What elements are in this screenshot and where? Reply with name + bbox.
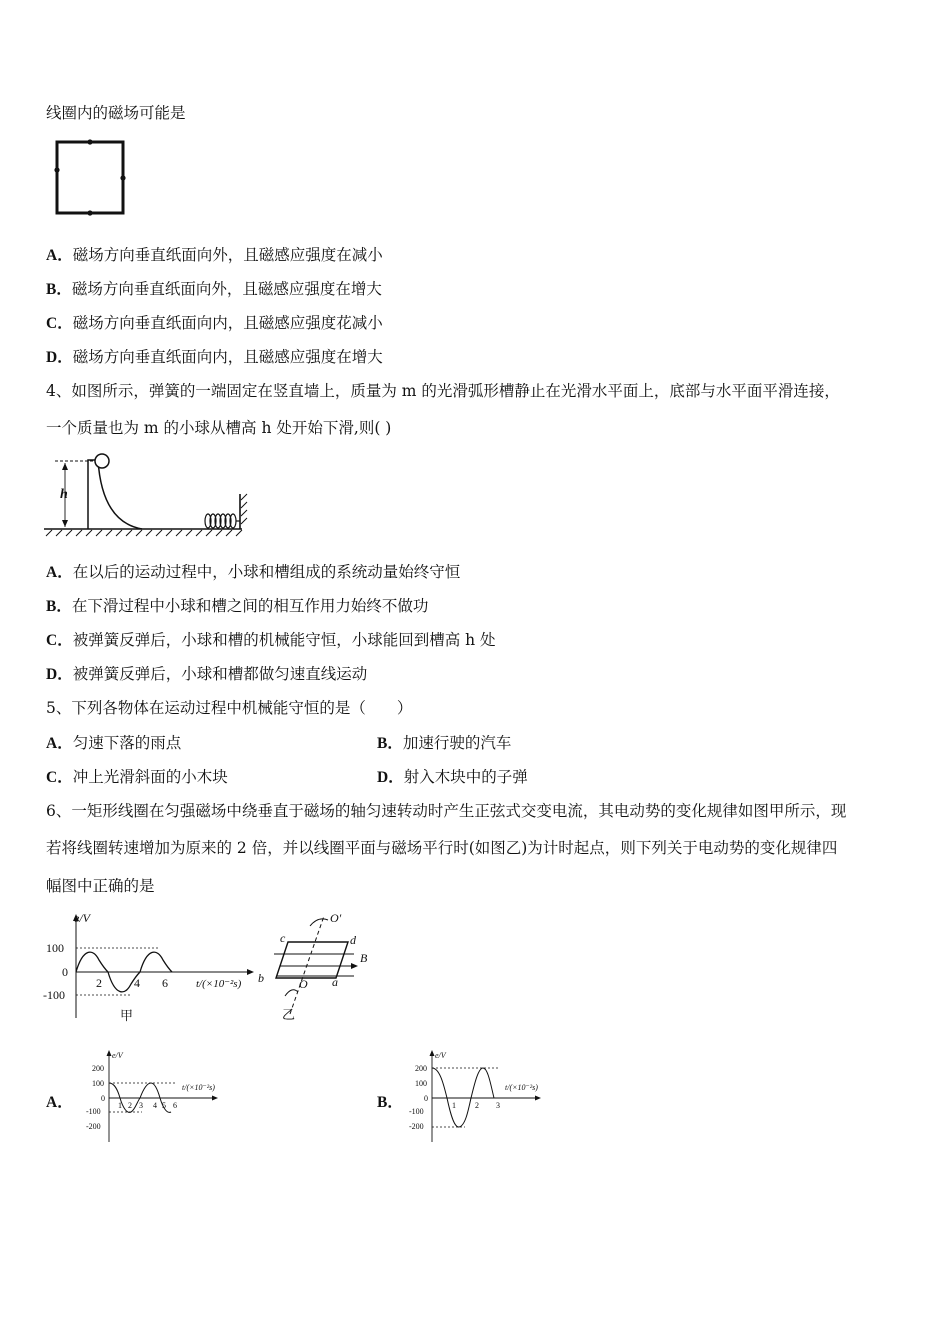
coil-label-c: c bbox=[280, 931, 286, 945]
q6-option-b-letter: B． bbox=[377, 1094, 403, 1111]
b-x-tick-1: 1 bbox=[452, 1101, 456, 1110]
coil-parallelogram bbox=[276, 942, 348, 978]
jia-y-tick-neg100: -100 bbox=[43, 988, 65, 1002]
h-label: h bbox=[60, 487, 68, 502]
q5-option-d: D．射入木块中的子弹 bbox=[377, 768, 528, 786]
a-y-tick-0: 0 bbox=[101, 1094, 105, 1103]
jia-y-tick-0: 0 bbox=[62, 965, 68, 979]
intro-line: 线圈内的磁场可能是 bbox=[46, 104, 186, 122]
coil-label-b: b bbox=[258, 971, 264, 985]
jia-y-label: e/V bbox=[74, 911, 90, 925]
a-x-tick-1: 1 bbox=[118, 1101, 122, 1110]
a-y-tick-200: 200 bbox=[92, 1064, 104, 1073]
fig-yi-coil bbox=[252, 906, 372, 1026]
a-y-tick-100: 100 bbox=[92, 1079, 104, 1088]
q6-stem-line3: 幅图中正确的是 bbox=[46, 877, 155, 895]
b-x-label: t/(×10⁻²s) bbox=[505, 1083, 538, 1092]
field-label-b: B bbox=[360, 951, 368, 965]
b-y-tick-200: 200 bbox=[415, 1064, 427, 1073]
option-b-graph bbox=[405, 1046, 555, 1146]
b-x-tick-3: 3 bbox=[496, 1101, 500, 1110]
coil-square bbox=[57, 142, 123, 213]
q3-option-d: D．磁场方向垂直纸面向内，且磁感应强度在增大 bbox=[46, 348, 383, 366]
q4-stem-line1: 4、如图所示，弹簧的一端固定在竖直墙上，质量为 m 的光滑弧形槽静止在光滑水平面上，底部与水平面平滑连接， bbox=[46, 382, 840, 400]
a-y-tick-neg100: -100 bbox=[86, 1107, 101, 1116]
jia-x-tick-4: 4 bbox=[134, 976, 140, 990]
a-x-tick-2: 2 bbox=[128, 1101, 132, 1110]
fig-jia-graph bbox=[40, 908, 260, 1026]
b-y-tick-0: 0 bbox=[424, 1094, 428, 1103]
b-y-tick-100: 100 bbox=[415, 1079, 427, 1088]
b-x-tick-2: 2 bbox=[475, 1101, 479, 1110]
axis-label-o: O bbox=[299, 977, 308, 991]
q5-option-b: B．加速行驶的汽车 bbox=[377, 734, 512, 752]
q3-option-a: A．磁场方向垂直纸面向外，且磁感应强度在减小 bbox=[46, 246, 383, 264]
q6-stem-line2: 若将线圈转速增加为原来的 2 倍，并以线圈平面与磁场平行时(如图乙)为计时起点，则下列关于电动势的变化规律四 bbox=[46, 839, 838, 857]
rotation-axis bbox=[290, 916, 324, 1014]
a-x-tick-4: 4 bbox=[153, 1101, 157, 1110]
spring bbox=[205, 514, 240, 528]
a-x-tick-6: 6 bbox=[173, 1101, 177, 1110]
axis-label-o-prime: O′ bbox=[330, 911, 342, 925]
q4-option-b: B．在下滑过程中小球和槽之间的相互作用力始终不做功 bbox=[46, 597, 429, 615]
a-y-label: e/V bbox=[112, 1051, 123, 1060]
b-y-tick-neg100: -100 bbox=[409, 1107, 424, 1116]
q6-stem-line1: 6、一矩形线圈在匀强磁场中绕垂直于磁场的轴匀速转动时产生正弦式交变电流，其电动势的变化规律如图甲所示，现 bbox=[46, 802, 847, 820]
a-y-tick-neg200: -200 bbox=[86, 1122, 101, 1131]
b-y-tick-neg200: -200 bbox=[409, 1122, 424, 1131]
arc-slide bbox=[88, 460, 142, 529]
jia-caption: 甲 bbox=[120, 1008, 134, 1023]
jia-y-tick-100: 100 bbox=[46, 941, 64, 955]
q5-option-a: A．匀速下落的雨点 bbox=[46, 734, 182, 752]
option-a-graph bbox=[82, 1046, 232, 1146]
q4-option-d: D．被弹簧反弹后，小球和槽都做匀速直线运动 bbox=[46, 665, 368, 683]
q5-option-c: C．冲上光滑斜面的小木块 bbox=[46, 768, 228, 786]
jia-x-label: t/(×10⁻²s) bbox=[196, 978, 242, 990]
q3-option-b: B．磁场方向垂直纸面向外，且磁感应强度在增大 bbox=[46, 280, 382, 298]
jia-x-tick-2: 2 bbox=[96, 976, 102, 990]
coil-label-d: d bbox=[350, 933, 356, 947]
yi-caption: 乙 bbox=[282, 1007, 296, 1022]
slide-spring-figure bbox=[42, 450, 254, 540]
q6-option-a-letter: A． bbox=[46, 1094, 73, 1111]
coil-label-a: a bbox=[332, 975, 338, 989]
q5-stem: 5、下列各物体在运动过程中机械能守恒的是（ ） bbox=[46, 699, 413, 717]
q4-stem-line2: 一个质量也为 m 的小球从槽高 h 处开始下滑,则( ) bbox=[46, 419, 392, 437]
a-x-tick-3: 3 bbox=[139, 1101, 143, 1110]
a-x-label: t/(×10⁻²s) bbox=[182, 1083, 215, 1092]
q4-option-c: C．被弹簧反弹后，小球和槽的机械能守恒，小球能回到槽高 h 处 bbox=[46, 631, 496, 649]
jia-x-tick-6: 6 bbox=[162, 976, 168, 990]
ball bbox=[95, 454, 109, 468]
b-y-label: e/V bbox=[435, 1051, 446, 1060]
q3-option-c: C．磁场方向垂直纸面向内，且磁感应强度花减小 bbox=[46, 314, 383, 332]
b-curve bbox=[432, 1068, 494, 1127]
q4-option-a: A．在以后的运动过程中，小球和槽组成的系统动量始终守恒 bbox=[46, 563, 461, 581]
a-x-tick-5: 5 bbox=[162, 1101, 166, 1110]
square-coil-figure bbox=[48, 136, 130, 218]
